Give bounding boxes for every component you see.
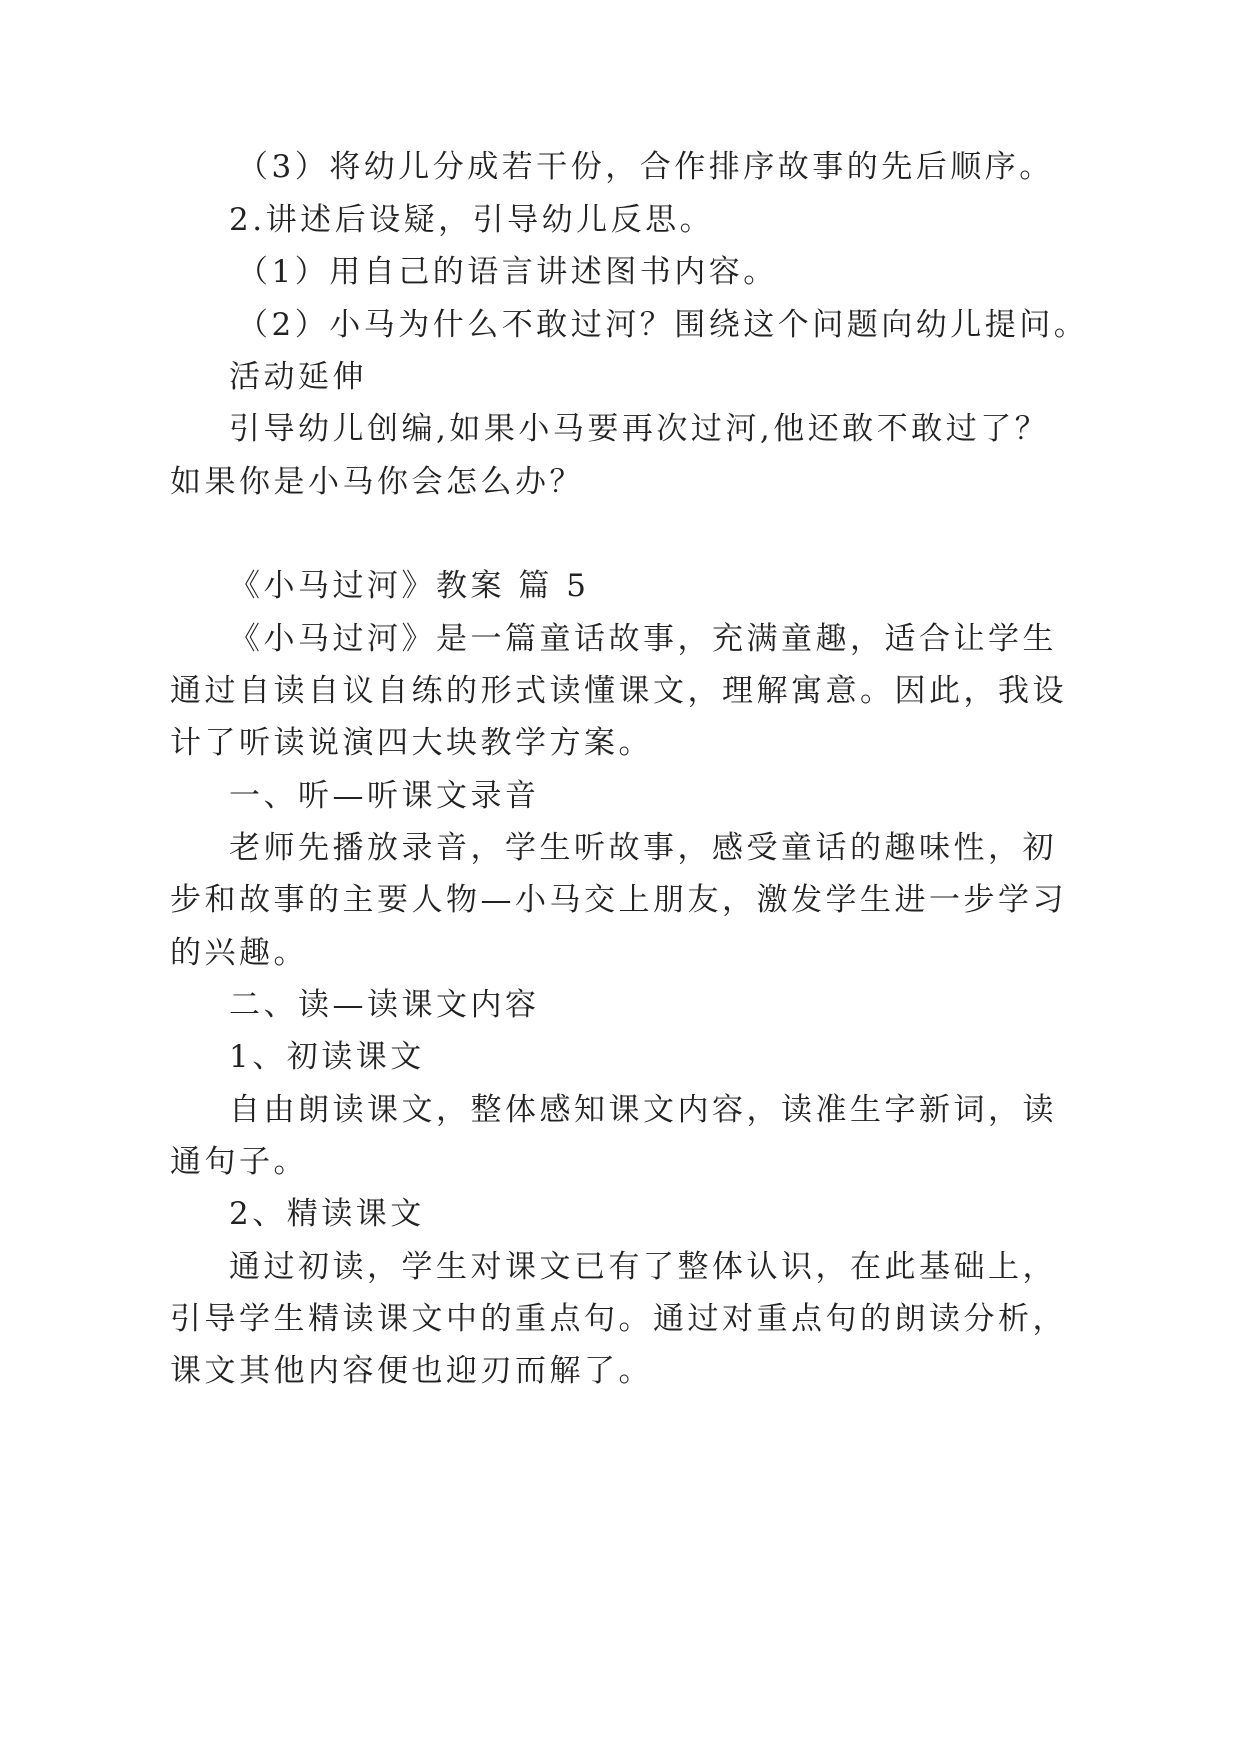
- text-line: 通过初读，学生对课文已有了整体认识，在此基础上，: [229, 1249, 1057, 1285]
- text-line: （2）小马为什么不敢过河？围绕这个问题向幼儿提问。: [237, 307, 1089, 343]
- section-heading: 二、读—读课文内容: [229, 987, 540, 1023]
- text-line: 如果你是小马你会怎么办？: [170, 464, 584, 500]
- text-line: 《小马过河》是一篇童话故事，充满童趣，适合让学生: [229, 621, 1057, 657]
- text-line: 通句子。: [170, 1144, 308, 1180]
- section-heading: 活动延伸: [229, 359, 367, 395]
- text-line: 自由朗读课文，整体感知课文内容，读准生字新词，读: [229, 1092, 1057, 1128]
- subsection-heading: 2、精读课文: [229, 1196, 425, 1232]
- subsection-heading: 1、初读课文: [229, 1039, 425, 1075]
- section-heading: 一、听—听课文录音: [229, 778, 540, 814]
- section-title: 《小马过河》教案 篇 5: [229, 568, 590, 604]
- text-line: 通过自读自议自练的形式读懂课文，理解寓意。因此，我设: [170, 673, 1067, 709]
- text-line: 引导学生精读课文中的重点句。通过对重点句的朗读分析，: [170, 1301, 1067, 1337]
- text-line: 步和故事的主要人物—小马交上朋友，激发学生进一步学习: [170, 882, 1067, 918]
- text-line: 计了听读说演四大块教学方案。: [170, 725, 653, 761]
- text-line: （1）用自己的语言讲述图书内容。: [237, 254, 778, 290]
- text-line: （3）将幼儿分成若干份，合作排序故事的先后顺序。: [237, 149, 1054, 185]
- text-line: 引导幼儿创编,如果小马要再次过河,他还敢不敢过了？: [229, 411, 1050, 447]
- text-line: 课文其他内容便也迎刃而解了。: [170, 1353, 653, 1389]
- text-line: 老师先播放录音，学生听故事，感受童话的趣味性，初: [229, 830, 1057, 866]
- text-line: 的兴趣。: [170, 935, 308, 971]
- text-line: 2.讲述后设疑，引导幼儿反思。: [229, 202, 715, 238]
